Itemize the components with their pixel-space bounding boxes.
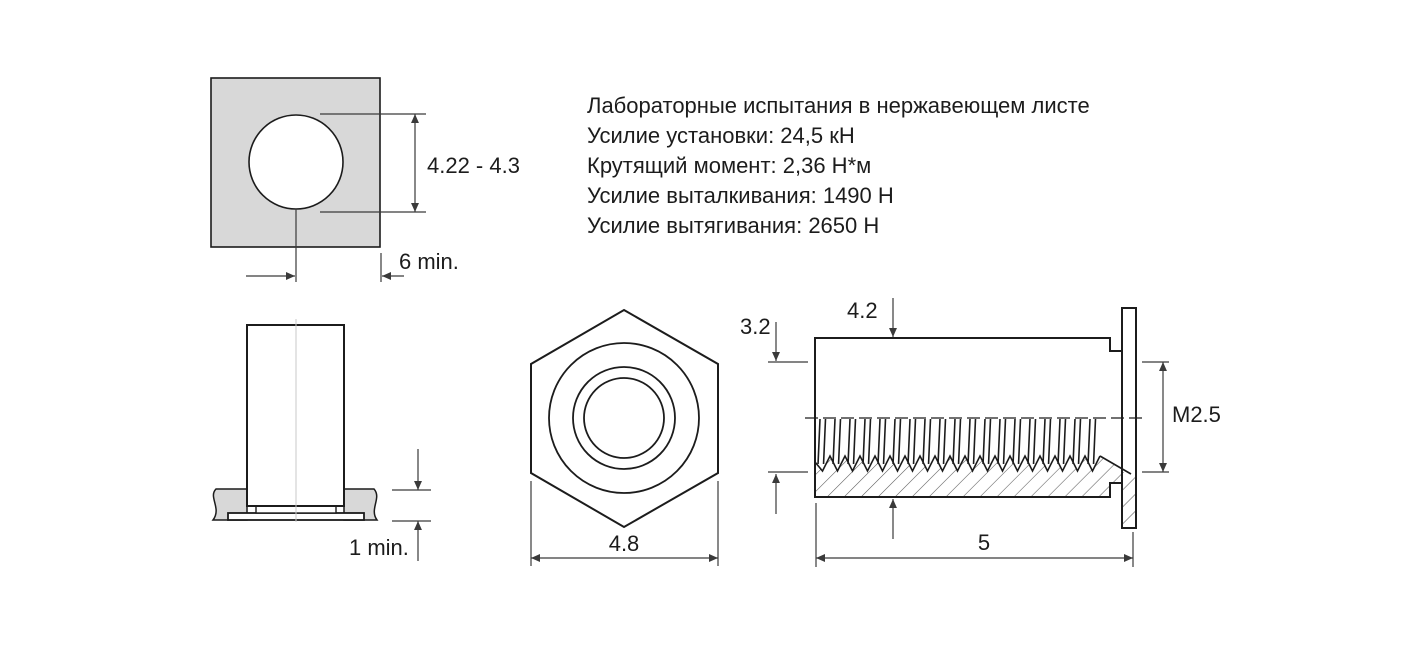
label-thread-size: M2.5	[1172, 402, 1221, 427]
section-hatch-flange	[1123, 472, 1135, 527]
mounting-hole-circle	[249, 115, 343, 209]
label-pilot-diameter: 3.2	[740, 314, 771, 339]
test-results-title: Лабораторные испытания в нержавеющем листе	[587, 93, 1090, 118]
label-hole-diameter: 4.22 - 4.3	[427, 153, 520, 178]
test-result-line: Усилие вытягивания: 2650 Н	[587, 213, 880, 238]
view-installed-side	[213, 319, 431, 561]
thread-flank-lines	[816, 419, 1098, 464]
test-results-block	[587, 91, 1090, 241]
label-shank-diameter: 4.2	[847, 298, 878, 323]
view-hex-front	[531, 310, 718, 566]
dim-thread-size	[1142, 362, 1169, 472]
view-cross-section	[740, 298, 1221, 567]
label-hex-width: 4.8	[608, 531, 640, 556]
label-sheet-thickness: 1 min.	[349, 535, 409, 560]
label-shank-length: 5	[977, 530, 991, 555]
dim-pilot-diameter	[768, 322, 808, 514]
dim-shank-length	[816, 503, 1133, 567]
label-edge-distance: 6 min.	[399, 249, 459, 274]
test-result-line: Усилие установки: 24,5 кН	[587, 123, 855, 148]
test-result-line: Крутящий момент: 2,36 Н*м	[587, 153, 872, 178]
test-result-line: Усилие выталкивания: 1490 Н	[587, 183, 894, 208]
view-hole-layout	[211, 78, 520, 282]
